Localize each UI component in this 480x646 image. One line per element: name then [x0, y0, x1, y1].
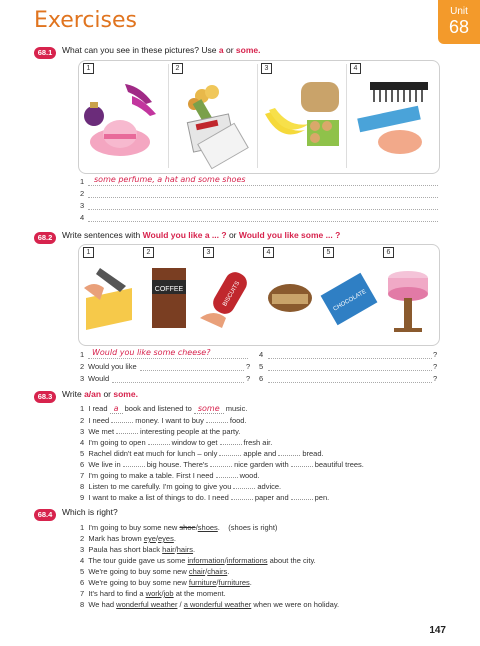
answer-line[interactable]	[88, 185, 438, 186]
exercise-item: 2 Mark has brown eye/eyes.	[80, 534, 176, 543]
exercise-tag-68-1: 68.1	[34, 47, 56, 59]
gap[interactable]	[291, 492, 313, 500]
exercise-item: 5 We're going to buy some new chair/chairs.	[80, 567, 230, 576]
gap[interactable]	[148, 437, 170, 445]
picture-number: 1	[83, 63, 94, 74]
bananas-bread-eggs-picture	[261, 74, 345, 170]
answer-line-number: 5	[259, 362, 264, 371]
exercise-item: 3 We met interesting people at the party.	[80, 427, 241, 436]
picture-number: 6	[383, 247, 394, 258]
gap[interactable]	[291, 459, 313, 467]
answer-line-number: 6	[259, 374, 264, 383]
exercise-item: 4 I'm going to open window to get fresh air.	[80, 438, 273, 447]
gap[interactable]	[220, 437, 242, 445]
example-answer: some perfume, a hat and some shoes	[94, 175, 246, 184]
gap[interactable]	[219, 448, 241, 456]
exercise-68-1-instruction: What can you see in these pictures? Use a or some.	[62, 45, 261, 55]
exercise-item: 3 Paula has short black hair/hairs.	[80, 545, 196, 554]
exercise-item: 9 I want to make a list of things to do. I need paper and pen.	[80, 493, 330, 502]
answer-line[interactable]	[268, 382, 432, 383]
gap[interactable]	[206, 415, 228, 423]
bread-picture	[260, 258, 318, 342]
gap[interactable]	[123, 459, 145, 467]
flowers-newspaper-picture	[172, 74, 256, 170]
perfume-hat-shoes-picture	[80, 74, 168, 170]
answer-line-number: 1	[80, 350, 85, 359]
answer-line-number: 3	[80, 201, 85, 210]
exercise-68-2-instruction: Write sentences with Would you like a ... ? or Would you like some ... ?	[62, 230, 341, 240]
sentence-start: Would	[88, 374, 110, 383]
gap[interactable]	[216, 470, 238, 478]
exercise-item: 8 We had wonderful weather / a wonderful weather when we were on holiday.	[80, 600, 340, 609]
unit-tab	[438, 0, 480, 44]
gap[interactable]	[210, 459, 232, 467]
cheese-picture	[80, 258, 138, 342]
gap[interactable]	[111, 415, 133, 423]
gap[interactable]	[231, 492, 253, 500]
exercise-68-4-instruction: Which is right?	[62, 507, 118, 517]
picture-number: 4	[263, 247, 274, 258]
picture-number: 1	[83, 247, 94, 258]
answer-line[interactable]	[88, 221, 438, 222]
answer-line-number: 3	[80, 374, 85, 383]
sentence-start: Would you like	[88, 362, 137, 371]
answer-line[interactable]	[88, 358, 248, 359]
chocolate-picture	[320, 258, 378, 342]
exercise-item: 2 I need money. I want to buy food.	[80, 416, 247, 425]
coffee-label: COFFEE	[154, 286, 184, 293]
picture-number: 3	[261, 63, 272, 74]
answer-line-number: 2	[80, 189, 85, 198]
picture-number: 2	[143, 247, 154, 258]
exercise-item: 6 We're going to buy some new furniture/furnitures.	[80, 578, 252, 587]
picture-number: 5	[323, 247, 334, 258]
comb-toothpaste-soap-picture	[350, 74, 436, 170]
picture-number: 3	[203, 247, 214, 258]
gap[interactable]	[233, 481, 255, 489]
exercise-tag-68-3: 68.3	[34, 391, 56, 403]
exercise-item: 6 We live in big house. There's nice garden with beautiful trees.	[80, 460, 364, 469]
biscuits-label: BISCUITS	[222, 280, 242, 308]
page-number: 147	[429, 625, 446, 636]
answer-line[interactable]	[268, 370, 432, 371]
page-title: Exercises	[34, 8, 138, 33]
exercise-item: 7 I'm going to make a table. First I need wood.	[80, 471, 260, 480]
question-mark: ?	[433, 362, 438, 371]
example-answer: Would you like some cheese?	[92, 348, 211, 357]
gap[interactable]	[116, 426, 138, 434]
answer-line-number: 1	[80, 177, 85, 186]
coffee-picture	[140, 258, 198, 342]
question-mark: ?	[246, 362, 251, 371]
answer-line[interactable]	[88, 197, 438, 198]
cake-picture	[380, 258, 436, 342]
picture-number: 4	[350, 63, 361, 74]
exercise-tag-68-4: 68.4	[34, 509, 56, 521]
question-mark: ?	[433, 374, 438, 383]
exercise-item: 7 It's hard to find a work/job at the moment.	[80, 589, 226, 598]
exercise-item: 4 The tour guide gave us some information/informations about the city.	[80, 556, 316, 565]
question-mark: ?	[246, 374, 251, 383]
answer-line[interactable]	[88, 209, 438, 210]
unit-number: 68	[448, 17, 470, 37]
unit-label: Unit	[450, 6, 468, 17]
exercise-item: 1 I read a book and listened to some music.	[80, 404, 248, 413]
answer-line[interactable]	[140, 370, 244, 371]
picture-number: 2	[172, 63, 183, 74]
exercise-item: 1 I'm going to buy some new shoe/shoes. (shoes is right)	[80, 523, 278, 532]
question-mark: ?	[433, 350, 438, 359]
answer-line-number: 4	[80, 213, 85, 222]
exercise-68-3-instruction: Write a/an or some.	[62, 389, 138, 399]
answer-line[interactable]	[268, 358, 432, 359]
answer-line-number: 2	[80, 362, 85, 371]
answer-line[interactable]	[112, 382, 244, 383]
exercise-item: 8 Listen to me carefully. I'm going to give you advice.	[80, 482, 282, 491]
chocolate-label: CHOCOLATE	[332, 288, 368, 313]
answer-line-number: 4	[259, 350, 264, 359]
gap[interactable]	[278, 448, 300, 456]
biscuits-picture	[200, 258, 258, 342]
exercise-item: 5 Rachel didn't eat much for lunch – only apple and bread.	[80, 449, 324, 458]
exercise-tag-68-2: 68.2	[34, 232, 56, 244]
